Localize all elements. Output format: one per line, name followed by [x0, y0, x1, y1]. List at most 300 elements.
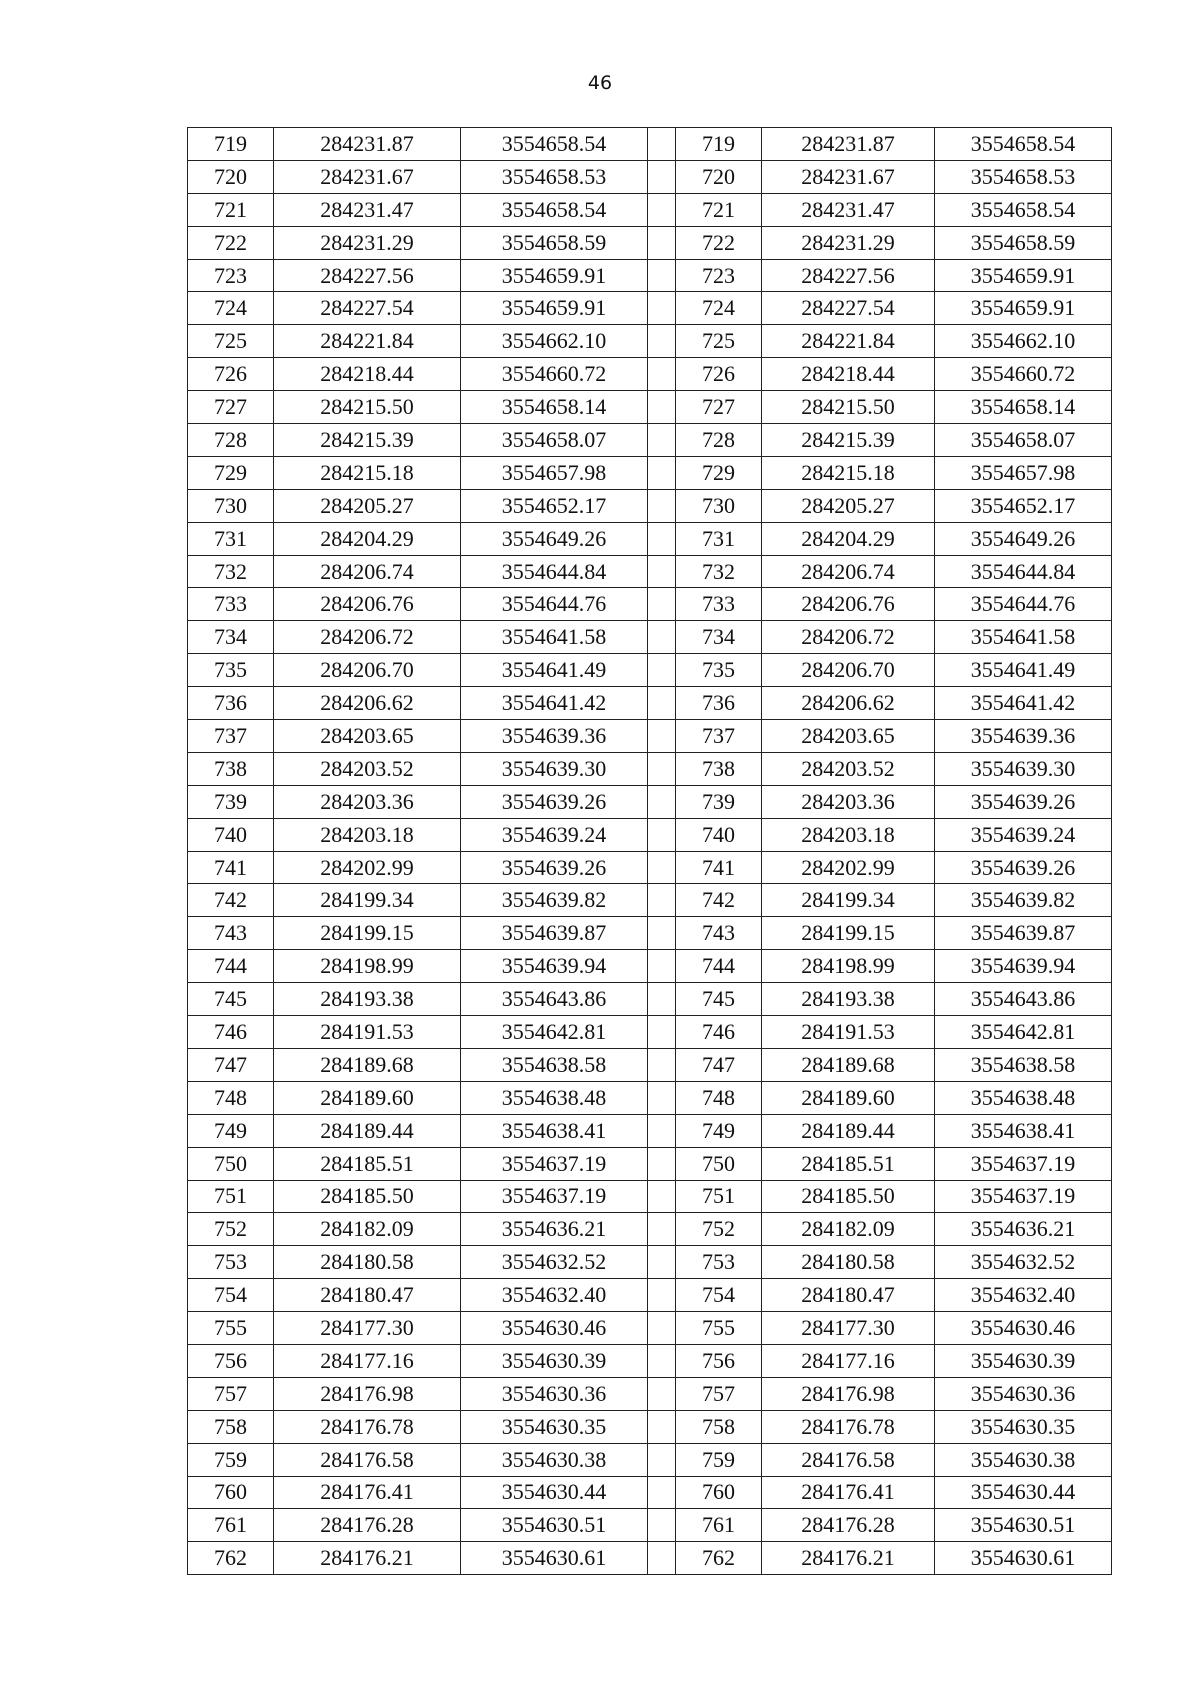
right-x-coordinate-cell: 284177.30: [762, 1312, 935, 1345]
left-point-id-cell: 740: [188, 818, 274, 851]
right-x-coordinate-cell: 284176.21: [762, 1542, 935, 1575]
right-y-coordinate-cell: 3554658.14: [935, 391, 1112, 424]
right-y-coordinate-cell: 3554636.21: [935, 1213, 1112, 1246]
right-x-coordinate-cell: 284176.58: [762, 1443, 935, 1476]
right-x-coordinate-cell: 284185.50: [762, 1180, 935, 1213]
right-y-coordinate-cell: 3554638.41: [935, 1114, 1112, 1147]
left-y-coordinate-cell: 3554641.58: [461, 621, 648, 654]
right-y-coordinate-cell: 3554658.54: [935, 128, 1112, 161]
left-y-coordinate-cell: 3554641.42: [461, 687, 648, 720]
right-y-coordinate-cell: 3554659.91: [935, 292, 1112, 325]
right-point-id-cell: 720: [676, 160, 762, 193]
right-y-coordinate-cell: 3554639.87: [935, 917, 1112, 950]
left-x-coordinate-cell: 284177.30: [274, 1312, 461, 1345]
left-x-coordinate-cell: 284185.51: [274, 1147, 461, 1180]
page-number: 46: [587, 72, 613, 94]
left-point-id-cell: 723: [188, 259, 274, 292]
right-y-coordinate-cell: 3554639.82: [935, 884, 1112, 917]
table-row: [188, 950, 1112, 983]
left-point-id-cell: 734: [188, 621, 274, 654]
left-y-coordinate-cell: 3554642.81: [461, 1016, 648, 1049]
left-point-id-cell: 761: [188, 1509, 274, 1542]
spacer-cell: [648, 1246, 676, 1279]
spacer-cell: [648, 1377, 676, 1410]
right-point-id-cell: 745: [676, 983, 762, 1016]
left-y-coordinate-cell: 3554638.48: [461, 1081, 648, 1114]
right-point-id-cell: 744: [676, 950, 762, 983]
left-y-coordinate-cell: 3554639.36: [461, 720, 648, 753]
spacer-cell: [648, 193, 676, 226]
right-y-coordinate-cell: 3554662.10: [935, 325, 1112, 358]
left-y-coordinate-cell: 3554630.36: [461, 1377, 648, 1410]
right-y-coordinate-cell: 3554632.40: [935, 1279, 1112, 1312]
left-y-coordinate-cell: 3554638.41: [461, 1114, 648, 1147]
left-point-id-cell: 724: [188, 292, 274, 325]
left-y-coordinate-cell: 3554632.52: [461, 1246, 648, 1279]
left-x-coordinate-cell: 284203.36: [274, 785, 461, 818]
left-point-id-cell: 726: [188, 358, 274, 391]
right-x-coordinate-cell: 284206.76: [762, 588, 935, 621]
left-point-id-cell: 729: [188, 456, 274, 489]
right-point-id-cell: 730: [676, 489, 762, 522]
table-row: [188, 424, 1112, 457]
left-point-id-cell: 743: [188, 917, 274, 950]
right-point-id-cell: 721: [676, 193, 762, 226]
left-point-id-cell: 748: [188, 1081, 274, 1114]
left-x-coordinate-cell: 284204.29: [274, 522, 461, 555]
left-y-coordinate-cell: 3554658.07: [461, 424, 648, 457]
left-point-id-cell: 720: [188, 160, 274, 193]
right-x-coordinate-cell: 284231.67: [762, 160, 935, 193]
table-row: [188, 358, 1112, 391]
table-row: [188, 1246, 1112, 1279]
left-x-coordinate-cell: 284231.67: [274, 160, 461, 193]
right-y-coordinate-cell: 3554660.72: [935, 358, 1112, 391]
left-point-id-cell: 733: [188, 588, 274, 621]
spacer-cell: [648, 1312, 676, 1345]
right-y-coordinate-cell: 3554641.42: [935, 687, 1112, 720]
left-point-id-cell: 719: [188, 128, 274, 161]
right-y-coordinate-cell: 3554639.94: [935, 950, 1112, 983]
left-x-coordinate-cell: 284215.50: [274, 391, 461, 424]
right-y-coordinate-cell: 3554641.49: [935, 654, 1112, 687]
table-row: [188, 259, 1112, 292]
right-x-coordinate-cell: 284176.41: [762, 1476, 935, 1509]
right-x-coordinate-cell: 284227.56: [762, 259, 935, 292]
left-point-id-cell: 731: [188, 522, 274, 555]
left-point-id-cell: 746: [188, 1016, 274, 1049]
table-row: [188, 588, 1112, 621]
left-x-coordinate-cell: 284206.70: [274, 654, 461, 687]
right-x-coordinate-cell: 284231.87: [762, 128, 935, 161]
right-y-coordinate-cell: 3554658.54: [935, 193, 1112, 226]
table-row: [188, 1344, 1112, 1377]
right-x-coordinate-cell: 284215.18: [762, 456, 935, 489]
right-point-id-cell: 743: [676, 917, 762, 950]
left-y-coordinate-cell: 3554630.61: [461, 1542, 648, 1575]
left-x-coordinate-cell: 284206.74: [274, 555, 461, 588]
left-y-coordinate-cell: 3554662.10: [461, 325, 648, 358]
table-row: [188, 522, 1112, 555]
right-y-coordinate-cell: 3554637.19: [935, 1147, 1112, 1180]
right-x-coordinate-cell: 284218.44: [762, 358, 935, 391]
right-y-coordinate-cell: 3554632.52: [935, 1246, 1112, 1279]
spacer-cell: [648, 720, 676, 753]
right-x-coordinate-cell: 284189.60: [762, 1081, 935, 1114]
left-x-coordinate-cell: 284176.41: [274, 1476, 461, 1509]
left-x-coordinate-cell: 284193.38: [274, 983, 461, 1016]
table-row: [188, 1443, 1112, 1476]
right-y-coordinate-cell: 3554641.58: [935, 621, 1112, 654]
left-point-id-cell: 741: [188, 851, 274, 884]
left-x-coordinate-cell: 284215.39: [274, 424, 461, 457]
left-x-coordinate-cell: 284203.65: [274, 720, 461, 753]
table-row: [188, 1147, 1112, 1180]
left-y-coordinate-cell: 3554657.98: [461, 456, 648, 489]
spacer-cell: [648, 884, 676, 917]
right-point-id-cell: 749: [676, 1114, 762, 1147]
right-point-id-cell: 736: [676, 687, 762, 720]
right-point-id-cell: 733: [676, 588, 762, 621]
right-x-coordinate-cell: 284177.16: [762, 1344, 935, 1377]
right-y-coordinate-cell: 3554630.51: [935, 1509, 1112, 1542]
left-y-coordinate-cell: 3554639.24: [461, 818, 648, 851]
table-row: [188, 1114, 1112, 1147]
left-x-coordinate-cell: 284191.53: [274, 1016, 461, 1049]
right-x-coordinate-cell: 284176.98: [762, 1377, 935, 1410]
spacer-cell: [648, 752, 676, 785]
right-point-id-cell: 724: [676, 292, 762, 325]
left-x-coordinate-cell: 284206.76: [274, 588, 461, 621]
right-point-id-cell: 741: [676, 851, 762, 884]
right-x-coordinate-cell: 284199.34: [762, 884, 935, 917]
table-row: [188, 1081, 1112, 1114]
right-x-coordinate-cell: 284206.72: [762, 621, 935, 654]
spacer-cell: [648, 1114, 676, 1147]
right-y-coordinate-cell: 3554659.91: [935, 259, 1112, 292]
right-x-coordinate-cell: 284189.68: [762, 1048, 935, 1081]
spacer-cell: [648, 687, 676, 720]
left-y-coordinate-cell: 3554630.46: [461, 1312, 648, 1345]
right-y-coordinate-cell: 3554657.98: [935, 456, 1112, 489]
left-x-coordinate-cell: 284221.84: [274, 325, 461, 358]
left-y-coordinate-cell: 3554639.87: [461, 917, 648, 950]
spacer-cell: [648, 950, 676, 983]
table-row: [188, 1048, 1112, 1081]
right-y-coordinate-cell: 3554649.26: [935, 522, 1112, 555]
left-point-id-cell: 730: [188, 489, 274, 522]
table-row: [188, 1476, 1112, 1509]
left-y-coordinate-cell: 3554644.84: [461, 555, 648, 588]
spacer-cell: [648, 851, 676, 884]
left-point-id-cell: 738: [188, 752, 274, 785]
right-y-coordinate-cell: 3554639.26: [935, 851, 1112, 884]
right-x-coordinate-cell: 284206.74: [762, 555, 935, 588]
coordinates-table: [187, 127, 1112, 1575]
left-x-coordinate-cell: 284189.60: [274, 1081, 461, 1114]
right-point-id-cell: 722: [676, 226, 762, 259]
spacer-cell: [648, 555, 676, 588]
right-point-id-cell: 747: [676, 1048, 762, 1081]
left-x-coordinate-cell: 284180.47: [274, 1279, 461, 1312]
right-point-id-cell: 758: [676, 1410, 762, 1443]
right-point-id-cell: 746: [676, 1016, 762, 1049]
spacer-cell: [648, 588, 676, 621]
spacer-cell: [648, 489, 676, 522]
left-x-coordinate-cell: 284199.34: [274, 884, 461, 917]
table-row: [188, 1410, 1112, 1443]
right-y-coordinate-cell: 3554642.81: [935, 1016, 1112, 1049]
left-x-coordinate-cell: 284231.47: [274, 193, 461, 226]
left-point-id-cell: 749: [188, 1114, 274, 1147]
right-x-coordinate-cell: 284180.47: [762, 1279, 935, 1312]
left-point-id-cell: 732: [188, 555, 274, 588]
coordinates-table-body: [188, 128, 1112, 1575]
left-y-coordinate-cell: 3554658.14: [461, 391, 648, 424]
right-point-id-cell: 738: [676, 752, 762, 785]
spacer-cell: [648, 160, 676, 193]
right-y-coordinate-cell: 3554638.58: [935, 1048, 1112, 1081]
left-y-coordinate-cell: 3554638.58: [461, 1048, 648, 1081]
table-row: [188, 555, 1112, 588]
table-row: [188, 160, 1112, 193]
table-row: [188, 1312, 1112, 1345]
right-y-coordinate-cell: 3554644.76: [935, 588, 1112, 621]
left-y-coordinate-cell: 3554639.82: [461, 884, 648, 917]
left-x-coordinate-cell: 284189.44: [274, 1114, 461, 1147]
left-x-coordinate-cell: 284227.54: [274, 292, 461, 325]
left-y-coordinate-cell: 3554643.86: [461, 983, 648, 1016]
right-y-coordinate-cell: 3554643.86: [935, 983, 1112, 1016]
left-y-coordinate-cell: 3554632.40: [461, 1279, 648, 1312]
table-row: [188, 456, 1112, 489]
left-point-id-cell: 744: [188, 950, 274, 983]
right-point-id-cell: 726: [676, 358, 762, 391]
table-row: [188, 818, 1112, 851]
right-y-coordinate-cell: 3554658.59: [935, 226, 1112, 259]
table-row: [188, 226, 1112, 259]
spacer-cell: [648, 424, 676, 457]
left-x-coordinate-cell: 284176.21: [274, 1542, 461, 1575]
right-y-coordinate-cell: 3554639.24: [935, 818, 1112, 851]
right-x-coordinate-cell: 284176.78: [762, 1410, 935, 1443]
spacer-cell: [648, 785, 676, 818]
spacer-cell: [648, 259, 676, 292]
left-x-coordinate-cell: 284176.78: [274, 1410, 461, 1443]
table-row: [188, 687, 1112, 720]
right-point-id-cell: 723: [676, 259, 762, 292]
left-point-id-cell: 742: [188, 884, 274, 917]
right-y-coordinate-cell: 3554652.17: [935, 489, 1112, 522]
right-point-id-cell: 731: [676, 522, 762, 555]
right-x-coordinate-cell: 284206.62: [762, 687, 935, 720]
left-y-coordinate-cell: 3554639.30: [461, 752, 648, 785]
left-point-id-cell: 747: [188, 1048, 274, 1081]
left-point-id-cell: 721: [188, 193, 274, 226]
left-point-id-cell: 758: [188, 1410, 274, 1443]
right-y-coordinate-cell: 3554630.39: [935, 1344, 1112, 1377]
left-point-id-cell: 735: [188, 654, 274, 687]
right-point-id-cell: 754: [676, 1279, 762, 1312]
spacer-cell: [648, 456, 676, 489]
table-row: [188, 128, 1112, 161]
spacer-cell: [648, 1509, 676, 1542]
right-x-coordinate-cell: 284203.52: [762, 752, 935, 785]
spacer-cell: [648, 1476, 676, 1509]
spacer-cell: [648, 128, 676, 161]
spacer-cell: [648, 391, 676, 424]
left-point-id-cell: 727: [188, 391, 274, 424]
left-y-coordinate-cell: 3554630.39: [461, 1344, 648, 1377]
left-point-id-cell: 725: [188, 325, 274, 358]
table-row: [188, 917, 1112, 950]
right-x-coordinate-cell: 284189.44: [762, 1114, 935, 1147]
left-point-id-cell: 759: [188, 1443, 274, 1476]
left-y-coordinate-cell: 3554658.53: [461, 160, 648, 193]
left-y-coordinate-cell: 3554660.72: [461, 358, 648, 391]
right-x-coordinate-cell: 284182.09: [762, 1213, 935, 1246]
left-point-id-cell: 752: [188, 1213, 274, 1246]
spacer-cell: [648, 818, 676, 851]
right-point-id-cell: 732: [676, 555, 762, 588]
left-y-coordinate-cell: 3554644.76: [461, 588, 648, 621]
table-row: [188, 1213, 1112, 1246]
left-point-id-cell: 737: [188, 720, 274, 753]
left-y-coordinate-cell: 3554641.49: [461, 654, 648, 687]
right-point-id-cell: 735: [676, 654, 762, 687]
left-point-id-cell: 739: [188, 785, 274, 818]
left-y-coordinate-cell: 3554639.94: [461, 950, 648, 983]
left-x-coordinate-cell: 284203.52: [274, 752, 461, 785]
right-point-id-cell: 755: [676, 1312, 762, 1345]
spacer-cell: [648, 292, 676, 325]
right-point-id-cell: 734: [676, 621, 762, 654]
right-y-coordinate-cell: 3554638.48: [935, 1081, 1112, 1114]
left-y-coordinate-cell: 3554658.54: [461, 193, 648, 226]
left-point-id-cell: 750: [188, 1147, 274, 1180]
spacer-cell: [648, 621, 676, 654]
right-x-coordinate-cell: 284215.39: [762, 424, 935, 457]
right-y-coordinate-cell: 3554630.38: [935, 1443, 1112, 1476]
left-y-coordinate-cell: 3554659.91: [461, 292, 648, 325]
left-x-coordinate-cell: 284215.18: [274, 456, 461, 489]
left-x-coordinate-cell: 284206.72: [274, 621, 461, 654]
spacer-cell: [648, 654, 676, 687]
right-point-id-cell: 719: [676, 128, 762, 161]
table-row: [188, 1509, 1112, 1542]
right-point-id-cell: 742: [676, 884, 762, 917]
right-point-id-cell: 728: [676, 424, 762, 457]
right-x-coordinate-cell: 284180.58: [762, 1246, 935, 1279]
right-x-coordinate-cell: 284227.54: [762, 292, 935, 325]
right-x-coordinate-cell: 284202.99: [762, 851, 935, 884]
spacer-cell: [648, 1443, 676, 1476]
table-row: [188, 1542, 1112, 1575]
left-y-coordinate-cell: 3554658.54: [461, 128, 648, 161]
spacer-cell: [648, 522, 676, 555]
right-y-coordinate-cell: 3554630.36: [935, 1377, 1112, 1410]
left-point-id-cell: 755: [188, 1312, 274, 1345]
right-y-coordinate-cell: 3554630.35: [935, 1410, 1112, 1443]
right-point-id-cell: 750: [676, 1147, 762, 1180]
right-point-id-cell: 762: [676, 1542, 762, 1575]
table-row: [188, 621, 1112, 654]
table-row: [188, 325, 1112, 358]
left-x-coordinate-cell: 284176.58: [274, 1443, 461, 1476]
table-row: [188, 1377, 1112, 1410]
left-x-coordinate-cell: 284205.27: [274, 489, 461, 522]
left-y-coordinate-cell: 3554658.59: [461, 226, 648, 259]
spacer-cell: [648, 1147, 676, 1180]
right-point-id-cell: 740: [676, 818, 762, 851]
right-x-coordinate-cell: 284231.47: [762, 193, 935, 226]
right-x-coordinate-cell: 284199.15: [762, 917, 935, 950]
left-point-id-cell: 760: [188, 1476, 274, 1509]
left-x-coordinate-cell: 284185.50: [274, 1180, 461, 1213]
table-row: [188, 654, 1112, 687]
right-x-coordinate-cell: 284203.65: [762, 720, 935, 753]
right-point-id-cell: 752: [676, 1213, 762, 1246]
table-row: [188, 851, 1112, 884]
spacer-cell: [648, 1542, 676, 1575]
left-x-coordinate-cell: 284198.99: [274, 950, 461, 983]
table-row: [188, 1180, 1112, 1213]
right-x-coordinate-cell: 284193.38: [762, 983, 935, 1016]
right-x-coordinate-cell: 284215.50: [762, 391, 935, 424]
left-x-coordinate-cell: 284182.09: [274, 1213, 461, 1246]
left-x-coordinate-cell: 284202.99: [274, 851, 461, 884]
right-x-coordinate-cell: 284204.29: [762, 522, 935, 555]
table-row: [188, 292, 1112, 325]
left-y-coordinate-cell: 3554630.44: [461, 1476, 648, 1509]
right-point-id-cell: 748: [676, 1081, 762, 1114]
table-row: [188, 983, 1112, 1016]
spacer-cell: [648, 1279, 676, 1312]
right-x-coordinate-cell: 284221.84: [762, 325, 935, 358]
left-x-coordinate-cell: 284203.18: [274, 818, 461, 851]
spacer-cell: [648, 325, 676, 358]
left-point-id-cell: 728: [188, 424, 274, 457]
left-y-coordinate-cell: 3554639.26: [461, 851, 648, 884]
left-x-coordinate-cell: 284231.29: [274, 226, 461, 259]
right-point-id-cell: 760: [676, 1476, 762, 1509]
right-point-id-cell: 757: [676, 1377, 762, 1410]
left-y-coordinate-cell: 3554630.51: [461, 1509, 648, 1542]
spacer-cell: [648, 917, 676, 950]
right-point-id-cell: 729: [676, 456, 762, 489]
left-point-id-cell: 754: [188, 1279, 274, 1312]
table-row: [188, 193, 1112, 226]
right-point-id-cell: 753: [676, 1246, 762, 1279]
right-x-coordinate-cell: 284191.53: [762, 1016, 935, 1049]
left-point-id-cell: 753: [188, 1246, 274, 1279]
right-point-id-cell: 725: [676, 325, 762, 358]
table-row: [188, 720, 1112, 753]
spacer-cell: [648, 226, 676, 259]
right-y-coordinate-cell: 3554639.30: [935, 752, 1112, 785]
left-point-id-cell: 736: [188, 687, 274, 720]
left-y-coordinate-cell: 3554652.17: [461, 489, 648, 522]
right-x-coordinate-cell: 284176.28: [762, 1509, 935, 1542]
right-point-id-cell: 756: [676, 1344, 762, 1377]
spacer-cell: [648, 1410, 676, 1443]
left-x-coordinate-cell: 284177.16: [274, 1344, 461, 1377]
right-point-id-cell: 737: [676, 720, 762, 753]
right-x-coordinate-cell: 284231.29: [762, 226, 935, 259]
table-row: [188, 884, 1112, 917]
left-x-coordinate-cell: 284231.87: [274, 128, 461, 161]
right-y-coordinate-cell: 3554658.07: [935, 424, 1112, 457]
